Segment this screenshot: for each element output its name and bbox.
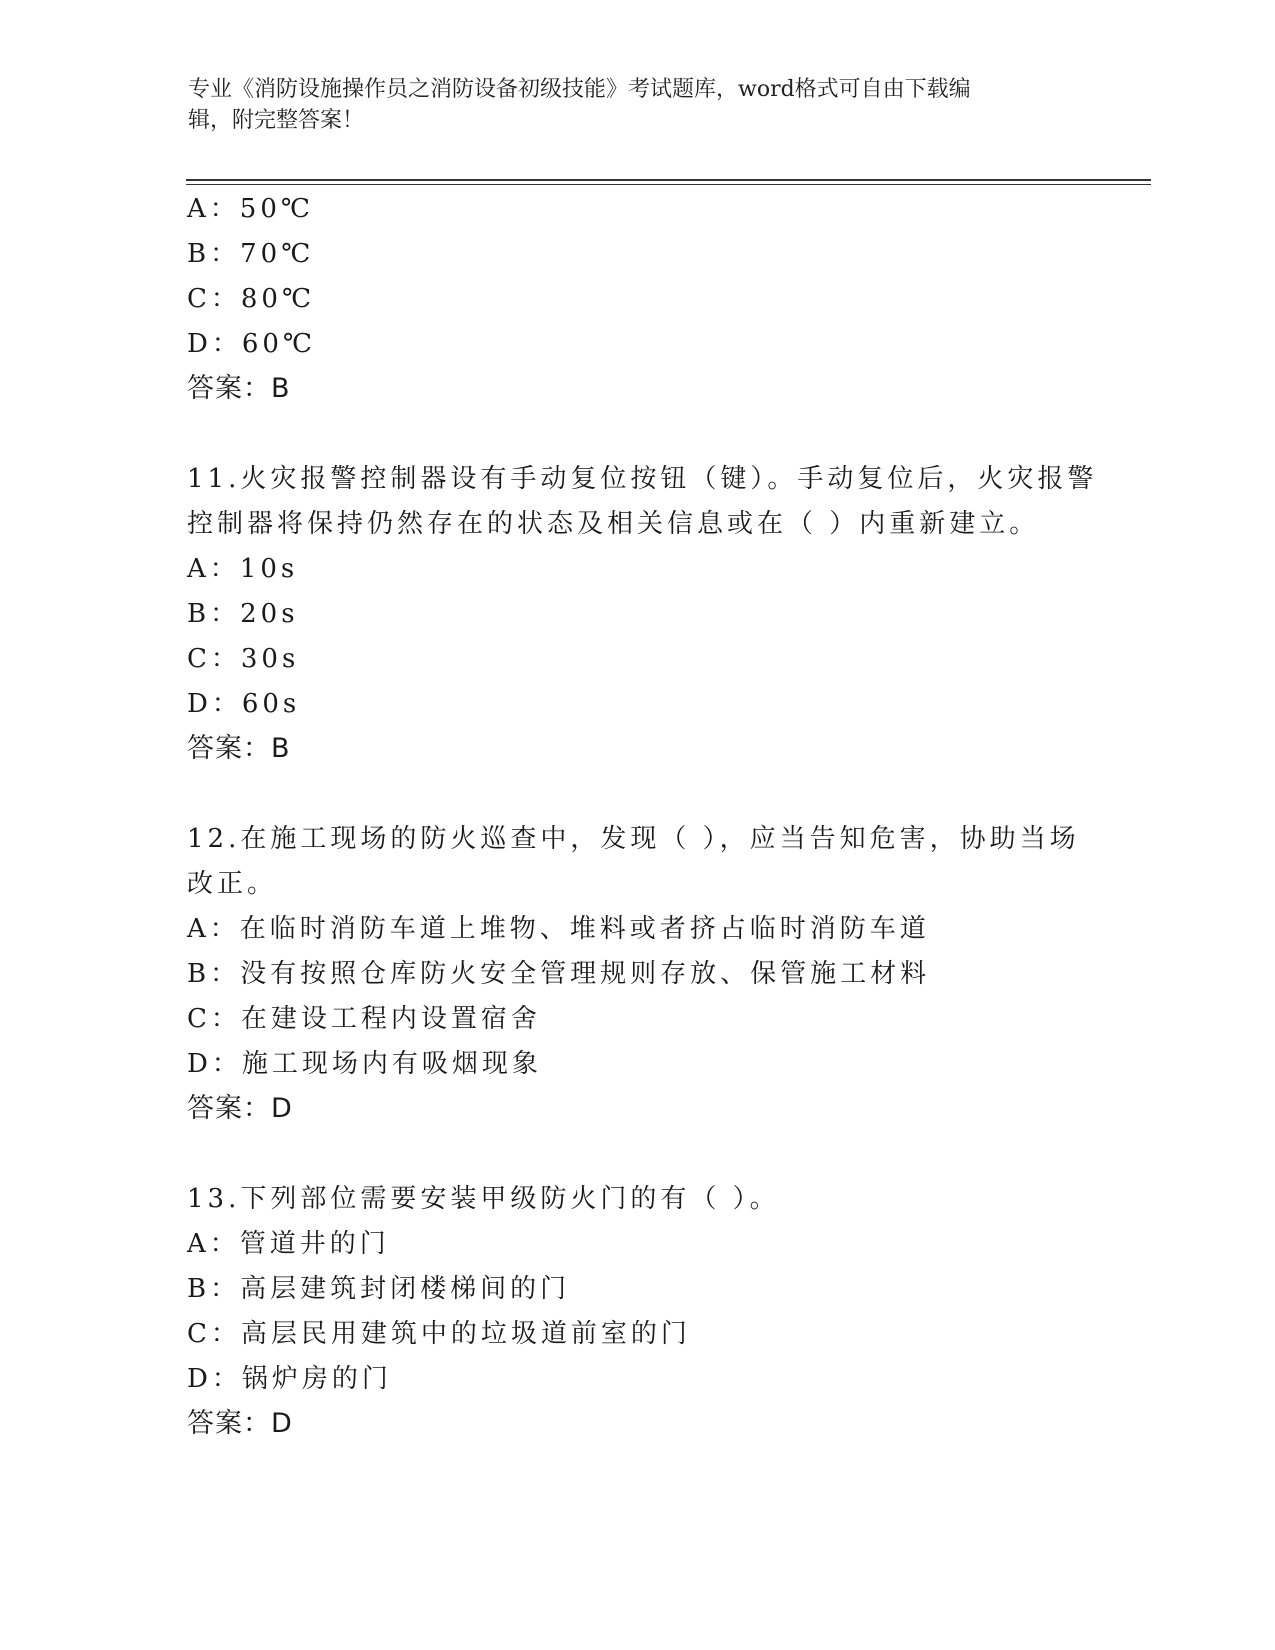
option-line: D：施工现场内有吸烟现象 [187,1049,542,1079]
option-line: D：60s [187,689,301,719]
answer-line: 答案：D [187,1408,293,1439]
header-divider-thin [186,184,1151,185]
option-line: A：管道井的门 [187,1229,390,1259]
option-line: B：70℃ [187,239,315,269]
question-line: 12.在施工现场的防火巡查中，发现（ ），应当告知危害，协助当场 [187,824,1080,854]
option-line: C：80℃ [187,284,316,314]
question-line: 11.火灾报警控制器设有手动复位按钮（键）。手动复位后，火灾报警 [187,464,1098,494]
option-line: C：在建设工程内设置宿舍 [187,1004,541,1034]
question-line: 改正。 [187,869,278,899]
question-line: 控制器将保持仍然存在的状态及相关信息或在（ ）内重新建立。 [187,509,1040,539]
option-line: C：30s [187,644,300,674]
option-line: D：锅炉房的门 [187,1364,392,1394]
answer-line: 答案：D [187,1093,293,1124]
option-line: A：10s [187,554,299,584]
option-line: B：20s [187,599,299,629]
option-line: B：高层建筑封闭楼梯间的门 [187,1274,571,1304]
question-line: 13.下列部位需要安装甲级防火门的有（ ）。 [187,1184,780,1214]
document-header [188,74,1068,136]
option-line: A：在临时消防车道上堆物、堆料或者挤占临时消防车道 [187,914,930,944]
answer-line: 答案：B [187,733,291,764]
option-line: D：60℃ [187,329,317,359]
option-line: B：没有按照仓库防火安全管理规则存放、保管施工材料 [187,959,931,989]
option-line: C：高层民用建筑中的垃圾道前室的门 [187,1319,691,1349]
header-divider-thick [186,179,1151,181]
header-line-1: 专业《消防设施操作员之消防设备初级技能》考试题库，word格式可自由下载编 [188,77,971,102]
option-line: A：50℃ [187,194,314,224]
answer-line: 答案：B [187,373,291,404]
header-line-2: 辑，附完整答案！ [188,108,365,133]
